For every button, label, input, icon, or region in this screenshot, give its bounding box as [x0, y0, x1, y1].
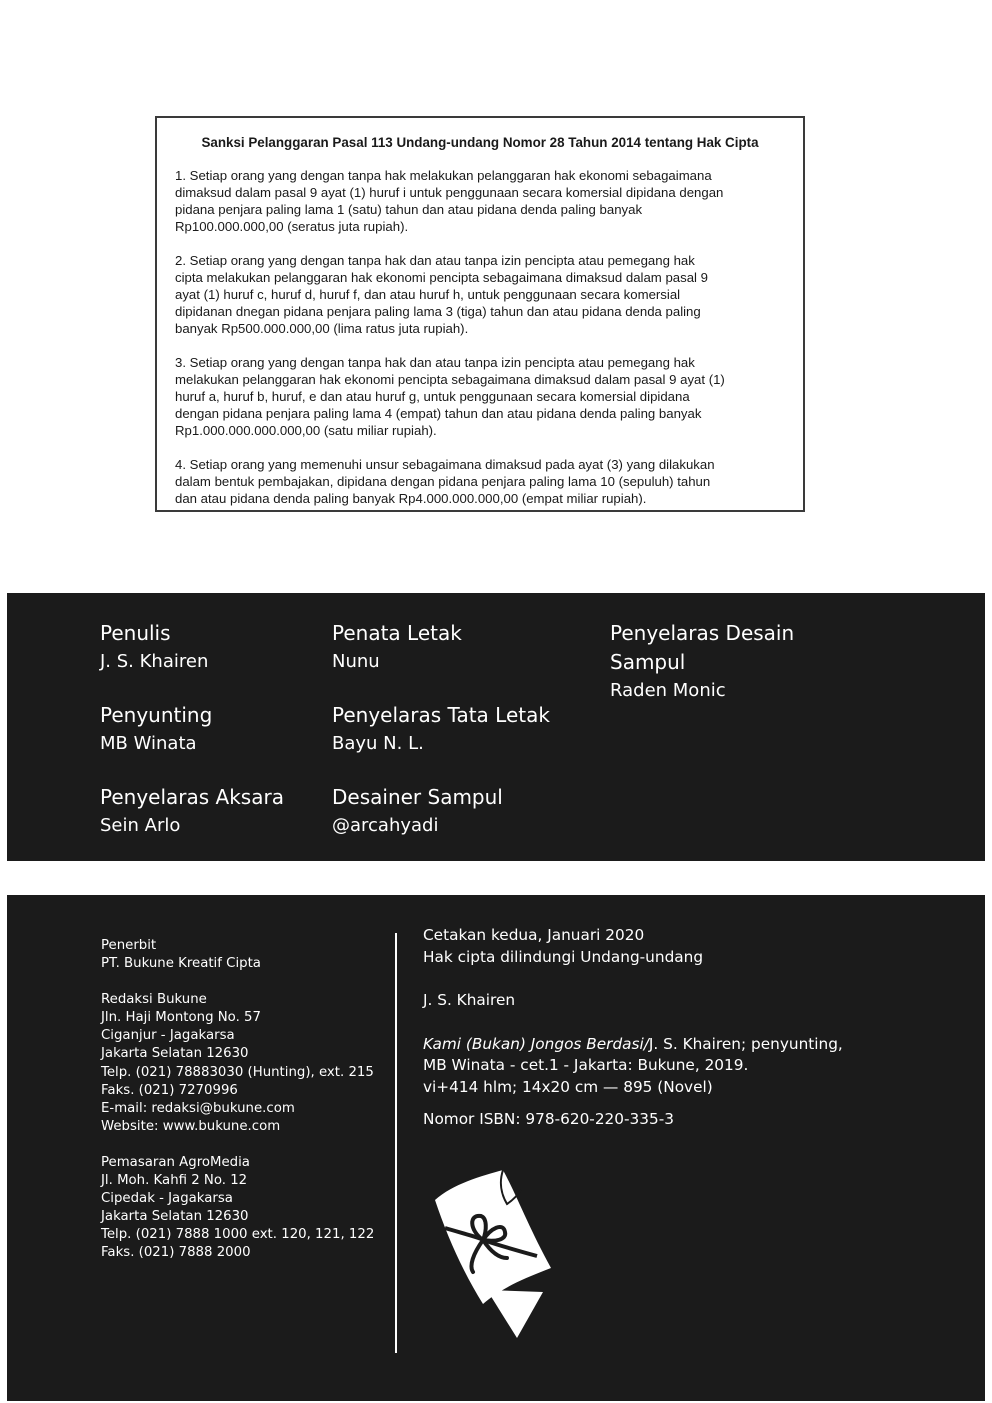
bukune-book-ribbon-icon	[425, 1170, 555, 1340]
info-line: Jakarta Selatan 12630	[101, 1209, 249, 1225]
info-line: Faks. (021) 7888 2000	[101, 1245, 251, 1261]
edition-info	[423, 925, 843, 1131]
info-line: PT. Bukune Kreatif Cipta	[101, 956, 261, 972]
isbn-line: Nomor ISBN: 978-620-220-335-3	[423, 1110, 674, 1128]
info-line: Ciganjur - Jagakarsa	[101, 1028, 235, 1044]
credit-role: Penyelaras Aksara	[100, 785, 284, 809]
credit-penyelaras-aksara	[100, 783, 284, 839]
author-line: J. S. Khairen	[423, 991, 516, 1009]
credit-penyelaras-desain-sampul	[610, 619, 794, 704]
credit-name: MB Winata	[100, 733, 197, 754]
credit-role: Penulis	[100, 621, 171, 645]
credit-name: @arcahyadi	[332, 815, 439, 836]
edition-line: Cetakan kedua, Januari 2020	[423, 926, 645, 944]
website-line: Website: www.bukune.com	[101, 1118, 281, 1134]
credit-name: Nunu	[332, 651, 380, 672]
credit-role: Penyelaras Tata Letak	[332, 703, 550, 727]
credit-desainer-sampul	[332, 783, 503, 839]
sanction-paragraph-4: 4. Setiap orang yang memenuhi unsur sebagaimana dimaksud pada ayat (3) yang dilakukan dalam bentuk pembajakan, dipidana dengan pidana penjara paling lama 10 (sepuluh) tahun dan atau pidana denda paling banyak Rp4.000.000.000,00 (empat miliar rupiah).	[175, 457, 715, 506]
credit-name: Raden Monic	[610, 680, 726, 701]
credit-penata-letak	[332, 619, 462, 675]
credit-penyelaras-tata-letak	[332, 701, 550, 757]
info-line: Redaksi Bukune	[101, 992, 207, 1008]
info-line: Penerbit	[101, 938, 157, 953]
credit-role: Sampul	[610, 650, 686, 674]
colophon-panel	[7, 895, 985, 1401]
catalog-rest: J. S. Khairen; penyunting,	[648, 1034, 843, 1053]
catalog-line: vi+414 hlm; 14x20 cm — 895 (Novel)	[423, 1077, 713, 1096]
credit-name: Bayu N. L.	[332, 733, 424, 754]
info-line: Pemasaran AgroMedia	[101, 1154, 250, 1170]
redaksi-group	[101, 991, 374, 1136]
credit-role: Desainer Sampul	[332, 785, 503, 809]
credit-role: Penyelaras Desain	[610, 621, 795, 645]
sanction-title: Sanksi Pelanggaran Pasal 113 Undang-undang Nomor 28 Tahun 2014 tentang Hak Cipta	[201, 135, 759, 150]
credits-panel	[7, 593, 985, 861]
penerbit-group	[101, 937, 374, 973]
publisher-info	[101, 937, 374, 1281]
info-line: Telp. (021) 7888 1000 ext. 120, 121, 122	[101, 1227, 375, 1243]
info-line: Jl. Moh. Kahfi 2 No. 12	[101, 1173, 248, 1189]
email-line: E-mail: redaksi@bukune.com	[101, 1100, 295, 1116]
info-line: Telp. (021) 78883030 (Hunting), ext. 215	[101, 1064, 374, 1080]
copyright-line: Hak cipta dilindungi Undang-undang	[423, 947, 704, 966]
credit-penulis	[100, 619, 208, 675]
credit-role: Penata Letak	[332, 621, 462, 645]
info-line: Faks. (021) 7270996	[101, 1082, 238, 1098]
copyright-sanction-box	[155, 116, 805, 512]
credit-penyunting	[100, 701, 212, 757]
info-line: Cipedak - Jagakarsa	[101, 1191, 233, 1207]
sanction-paragraph-2: 2. Setiap orang yang dengan tanpa hak dan atau tanpa izin pencipta atau pemegang hak cipta melakukan pelanggaran hak ekonomi pencipta sebagaimana dimaksud dalam pasal 9 ayat (1) huruf c, huruf d, huruf f, dan atau huruf h, untuk penggunaan secara komersial dipidanan dnegan pidana penjara paling lama 3 (tiga) tahun dan atau pidana denda paling banyak Rp500.000.000,00 (lima ratus juta rupiah).	[175, 253, 708, 336]
info-line: Jakarta Selatan 12630	[101, 1046, 249, 1062]
sanction-paragraph-1: 1. Setiap orang yang dengan tanpa hak melakukan pelanggaran hak ekonomi sebagaimana dimaksud dalam pasal 9 ayat (1) huruf i untuk penggunaan secara komersial dipidana dengan pidana penjara paling lama 1 (satu) tahun dan atau pidana denda paling banyak Rp100.000.000,00 (seratus juta rupiah).	[175, 168, 724, 234]
sanction-paragraph-3: 3. Setiap orang yang dengan tanpa hak dan atau tanpa izin pencipta atau pemegang hak melakukan pelanggaran hak ekonomi pencipta sebagaimana dimaksud dalam pasal 9 ayat (1) huruf a, huruf b, huruf, e dan atau huruf g, untuk penggunaan secara komersial dipidana dengan pidana penjara paling lama 4 (empat) tahun dan atau pidana denda paling banyak Rp1.000.000.000.000,00 (satu miliar rupiah).	[175, 355, 725, 438]
vertical-divider	[395, 933, 397, 1353]
credit-name: Sein Arlo	[100, 815, 181, 836]
pemasaran-group	[101, 1154, 374, 1263]
info-line: Jln. Haji Montong No. 57	[101, 1010, 261, 1026]
credit-name: J. S. Khairen	[100, 651, 209, 672]
credit-role: Penyunting	[100, 703, 213, 727]
catalog-line	[423, 1034, 843, 1056]
catalog-line: MB Winata - cet.1 - Jakarta: Bukune, 2019.	[423, 1056, 749, 1074]
book-title: Kami (Bukan) Jongos Berdasi/	[423, 1034, 649, 1053]
